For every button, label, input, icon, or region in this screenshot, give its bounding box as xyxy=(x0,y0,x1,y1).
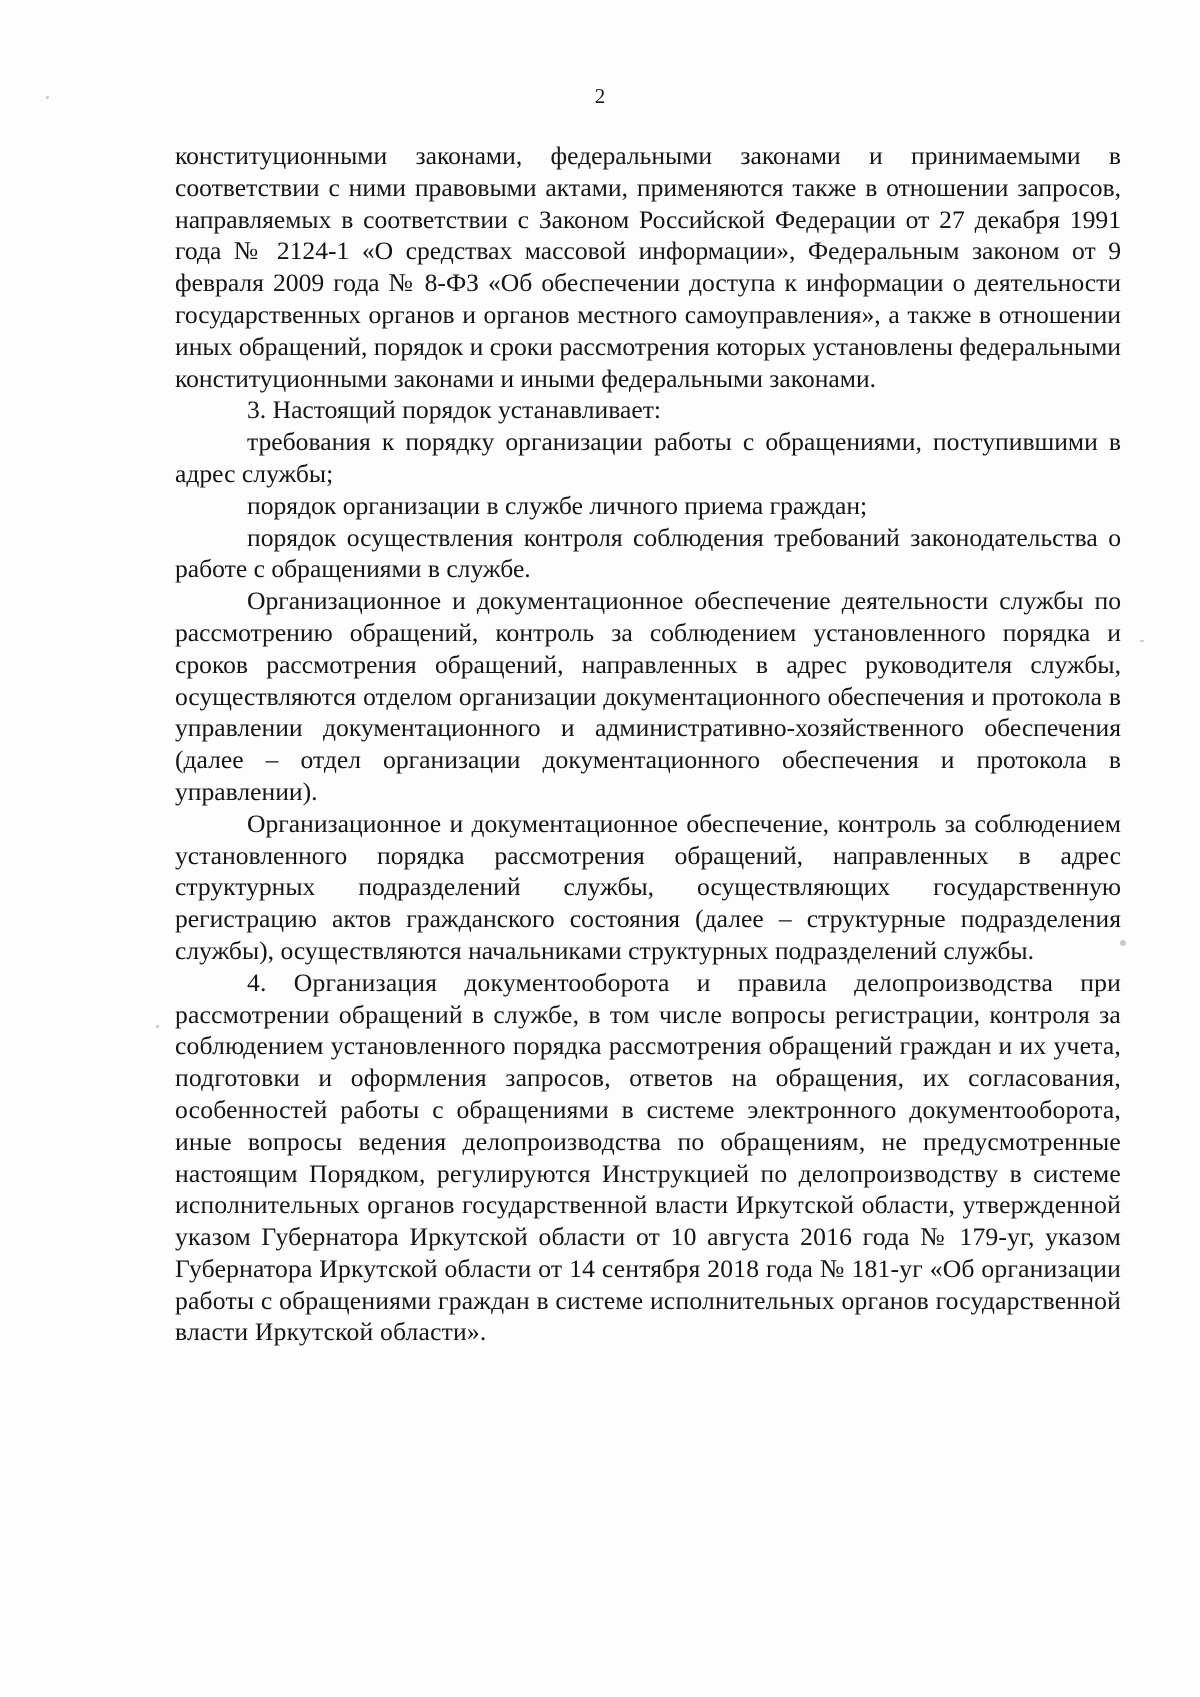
paragraph-organizational-support: Организационное и документационное обеспечение деятельности службы по рассмотрению обращений, контроль за соблюдением установленного порядка и сроков рассмотрения обращений, направленных в адрес руководителя службы, осуществляются отделом организации документационного обеспечения и протокола в управлении документационного и административно-хозяйственного обеспечения (далее – отдел организации документационного обеспечения и протокола в управлении). xyxy=(175,586,1121,806)
scan-speck xyxy=(156,1025,159,1028)
paragraph-item-4: 4. Организация документооборота и правила делопроизводства при рассмотрении обращений в службе, в том числе вопросы регистрации, контроля за соблюдением установленного порядка рассмотрения обращений граждан и их учета, подготовки и оформления запросов, ответов на обращения, их согласования, особенностей работы с обращениями в системе электронного документооборота, иные вопросы ведения делопроизводства по обращениям, не предусмотренные настоящим Порядком, регулируются Инструкцией по делопроизводству в системе исполнительных органов государственной власти Иркутской области, утвержденной указом Губернатора Иркутской области от 10 августа 2016 года № 179-уг, указом Губернатора Иркутской области от 14 сентября 2018 года № 181-уг «Об организации работы с обращениями граждан в системе исполнительных органов государственной власти Иркутской области». xyxy=(175,967,1121,1347)
scan-speck xyxy=(1120,940,1126,946)
page-number: 2 xyxy=(594,84,606,108)
paragraph-item-3: 3. Настоящий порядок устанавливает: xyxy=(247,395,661,425)
paragraph-continuation: конституционными законами, федеральными законами и принимаемыми в соответствии с ними правовыми актами, применяются также в отношении запросов, направляемых в соответствии с Законом Российской Федерации от 27 декабря 1991 года № 2124-1 «О средствах массовой информации», Федеральным законом от 9 февраля 2009 года № 8-ФЗ «Об обеспечении доступа к информации о деятельности государственных органов и органов местного самоуправления», а также в отношении иных обращений, порядок и сроки рассмотрения которых установлены федеральными конституционными законами и иными федеральными законами. xyxy=(175,141,1121,393)
paragraph-structural-units: Организационное и документационное обеспечение, контроль за соблюдением установленного порядка рассмотрения обращений, направленных в адрес структурных подразделений службы, осуществляющих государственную регистрацию актов гражданского состояния (далее – структурные подразделения службы), осуществляются начальниками структурных подразделений службы. xyxy=(175,808,1121,965)
paragraph-requirements: требования к порядку организации работы с обращениями, поступившими в адрес службы; xyxy=(175,427,1121,488)
document-body xyxy=(175,140,1121,1348)
paragraph-reception-order: порядок организации в службе личного приема граждан; xyxy=(247,490,868,520)
paragraph-control-order: порядок осуществления контроля соблюдения требований законодательства о работе с обращениями в службе. xyxy=(175,522,1121,584)
scan-speck xyxy=(1140,640,1144,642)
scan-speck xyxy=(46,96,49,99)
